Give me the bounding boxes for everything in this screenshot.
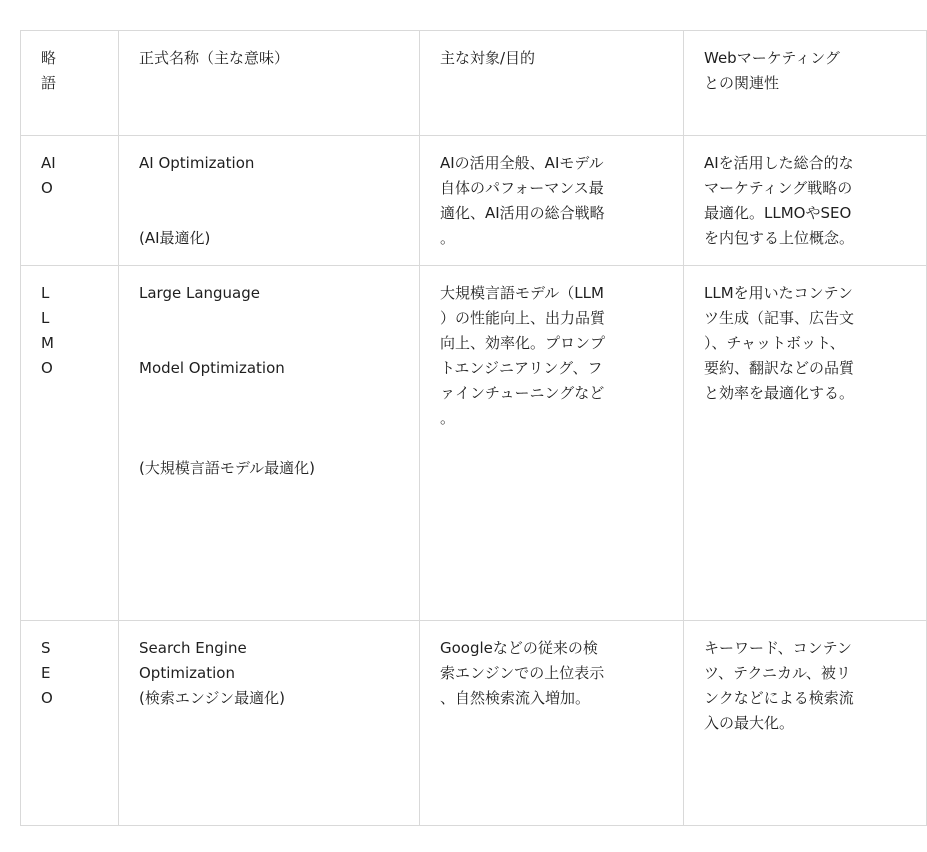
header-abbr-line: 語	[41, 74, 57, 92]
target-line: 。	[440, 229, 456, 247]
header-abbr	[21, 31, 119, 136]
relevance-line: を内包する上位概念。	[704, 229, 855, 247]
table-row-seo	[21, 621, 927, 826]
abbr-line: O	[41, 179, 53, 197]
abbr-cell	[21, 266, 119, 621]
relevance-line: ンクなどによる検索流	[704, 689, 854, 707]
abbr-line: E	[41, 664, 51, 682]
table-row-llmo	[21, 266, 927, 621]
name-en-line: AI Optimization	[139, 154, 255, 172]
abbr-line: M	[41, 334, 54, 352]
relevance-line: ツ、テクニカル、被リ	[704, 664, 851, 682]
target-line: 適化、AI活用の総合戦略	[440, 204, 605, 222]
relevance-line: ）、チャットボット、	[704, 334, 845, 352]
header-relevance	[684, 31, 927, 136]
relevance-cell	[684, 621, 927, 826]
abbr-line: L	[41, 284, 50, 302]
target-line: トエンジニアリング、フ	[440, 359, 603, 377]
header-row	[21, 31, 927, 136]
relevance-cell	[684, 136, 927, 266]
name-en-line: Search Engine	[139, 639, 247, 657]
header-name	[119, 31, 420, 136]
target-line: Googleなどの従来の検	[440, 639, 598, 657]
abbr-line: AI	[41, 154, 56, 172]
target-line: ァインチューニングなど	[440, 384, 605, 402]
abbr-line: O	[41, 359, 53, 377]
header-relevance-line: Webマーケティング	[704, 49, 840, 67]
name-ja-line: (大規模言語モデル最適化)	[139, 459, 315, 477]
target-line: 向上、効率化。プロンプ	[440, 334, 606, 352]
abbr-line: O	[41, 689, 53, 707]
name-ja-line: (AI最適化)	[139, 229, 211, 247]
target-line: 、自然検索流入増加。	[440, 689, 591, 707]
target-line: AIの活用全般、AIモデル	[440, 154, 604, 172]
abbr-cell	[21, 621, 119, 826]
relevance-line: LLMを用いたコンテン	[704, 284, 853, 302]
abbr-line: L	[41, 309, 50, 327]
abbr-cell	[21, 136, 119, 266]
relevance-line: AIを活用した総合的な	[704, 154, 854, 172]
relevance-line: 入の最大化。	[704, 714, 795, 732]
header-target	[420, 31, 684, 136]
target-line: 索エンジンでの上位表示	[440, 664, 605, 682]
relevance-line: と効率を最適化する。	[704, 384, 855, 402]
name-cell	[119, 136, 420, 266]
name-en-line: Model Optimization	[139, 359, 285, 377]
name-en-line: Optimization	[139, 664, 235, 682]
target-cell	[420, 136, 684, 266]
name-ja-line: (検索エンジン最適化)	[139, 689, 285, 707]
name-en-line: Large Language	[139, 284, 260, 302]
relevance-line: ツ生成（記事、広告文	[704, 309, 855, 327]
table-row-aio	[21, 136, 927, 266]
header-abbr-line: 略	[41, 49, 57, 67]
header-relevance-line: との関連性	[704, 74, 780, 92]
target-line: ）の性能向上、出力品質	[440, 309, 606, 327]
relevance-line: 最適化。LLMOやSEO	[704, 204, 852, 222]
relevance-line: マーケティング戦略の	[704, 179, 853, 197]
target-cell	[420, 621, 684, 826]
target-line: 。	[440, 409, 456, 427]
relevance-line: キーワード、コンテン	[704, 639, 852, 657]
header-target-text: 主な対象/目的	[440, 49, 536, 67]
comparison-table	[20, 30, 927, 826]
relevance-line: 要約、翻訳などの品質	[704, 359, 855, 377]
name-cell	[119, 621, 420, 826]
target-cell	[420, 266, 684, 621]
abbr-line: S	[41, 639, 51, 657]
target-line: 大規模言語モデル（LLM	[440, 284, 604, 302]
relevance-cell	[684, 266, 927, 621]
name-cell	[119, 266, 420, 621]
target-line: 自体のパフォーマンス最	[440, 179, 604, 197]
header-name-text: 正式名称（主な意味）	[139, 49, 290, 67]
